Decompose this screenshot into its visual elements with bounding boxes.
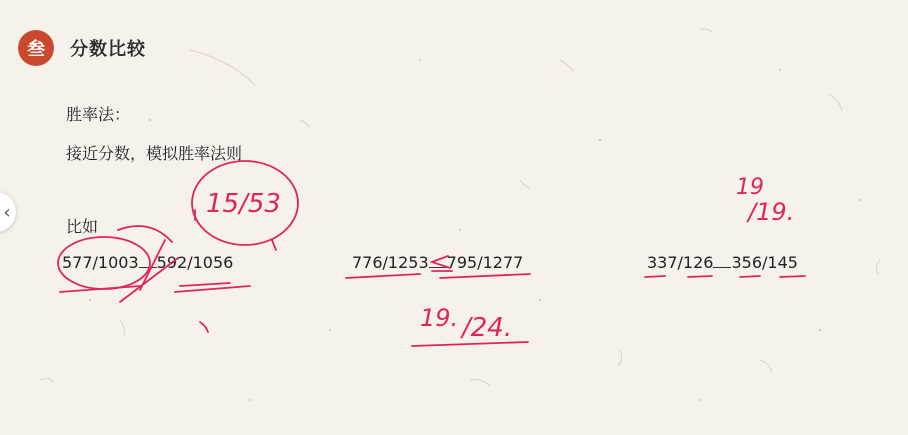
section-header bbox=[18, 28, 146, 68]
ink-note-4b: /19. bbox=[748, 198, 795, 226]
section-number-badge: 叁 bbox=[18, 30, 54, 66]
ink-note-2: 19. bbox=[420, 304, 459, 332]
section-title: 分数比较 bbox=[70, 39, 146, 60]
comparison-expression-3 bbox=[647, 253, 798, 272]
method-heading: 胜率法： bbox=[66, 105, 131, 124]
example-label: 比如 bbox=[66, 217, 99, 236]
fraction-right-1: 592/1056 bbox=[156, 253, 234, 272]
fraction-left-3: 337/126 bbox=[647, 253, 714, 272]
comparison-blank-2 bbox=[429, 253, 447, 268]
fraction-right-3: 356/145 bbox=[731, 253, 798, 272]
comparison-expression-1 bbox=[62, 253, 233, 272]
method-description: 接近分数，模拟胜率法则 bbox=[66, 144, 243, 163]
fraction-right-2: 795/1277 bbox=[446, 253, 524, 272]
fraction-left-1: 577/1003 bbox=[62, 253, 139, 272]
comparison-expression-2 bbox=[352, 253, 523, 272]
ink-note-4a: 19 bbox=[736, 175, 764, 200]
ink-note-3: /24. bbox=[462, 313, 513, 343]
ink-note-1: 15/53 bbox=[206, 189, 281, 219]
comparison-blank-3 bbox=[713, 253, 731, 268]
comparison-blank-1 bbox=[139, 253, 157, 268]
fraction-left-2: 776/1253 bbox=[352, 253, 429, 272]
chevron-left-icon: ‹ bbox=[3, 201, 11, 223]
